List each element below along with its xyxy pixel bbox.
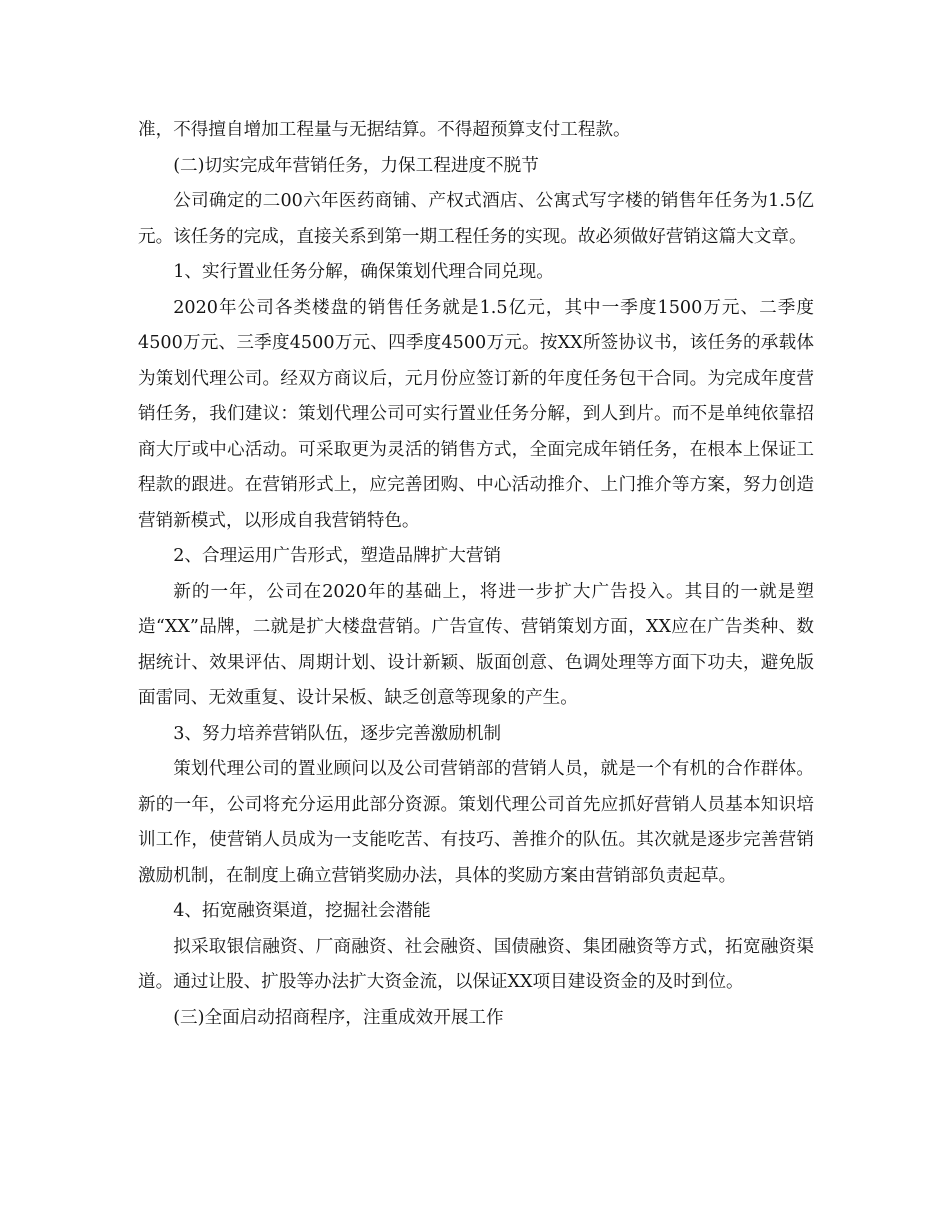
document-body xyxy=(138,113,814,1036)
body-paragraph: 公司确定的二00六年医药商铺、产权式酒店、公寓式写字楼的销售年任务为1.5亿元。该任务的完成，直接关系到第一期工程任务的实现。故必须做好营销这篇大文章。 xyxy=(138,191,814,247)
body-paragraph: 2020年公司各类楼盘的销售任务就是1.5亿元，其中一季度1500万元、二季度4500万元、三季度4500万元、四季度4500万元。按XX所签协议书，该任务的承载体为策划代理公司。经双方商议后，元月份应签订新的年度任务包干合同。为完成年度营销任务，我们建议：策划代理公司可实行置业任务分解，到人到片。而不是单纯依靠招商大厅或中心活动。可采取更为灵活的销售方式，全面完成年销任务，在根本上保证工程款的跟进。在营销形式上，应完善团购、中心活动推介、上门推介等方案，努力创造营销新模式，以形成自我营销特色。 xyxy=(138,297,814,531)
subsection-heading-3: 3、努力培养营销队伍，逐步完善激励机制 xyxy=(173,723,502,744)
section-heading-2: (二)切实完成年营销任务，力保工程进度不脱节 xyxy=(173,155,539,176)
paragraph-continuation: 准，不得擅自增加工程量与无据结算。不得超预算支付工程款。 xyxy=(138,120,631,140)
body-paragraph: 策划代理公司的置业顾问以及公司营销部的营销人员，就是一个有机的合作群体。新的一年，公司将充分运用此部分资源。策划代理公司首先应抓好营销人员基本知识培训工作，使营销人员成为一支能吃苦、有技巧、善推介的队伍。其次就是逐步完善营销激励机制，在制度上确立营销奖励办法，具体的奖励方案由营销部负责起草。 xyxy=(138,759,814,886)
body-paragraph: 新的一年，公司在2020年的基础上，将进一步扩大广告投入。其目的一就是塑造“XX”品牌，二就是扩大楼盘营销。广告宣传、营销策划方面，XX应在广告类种、数据统计、效果评估、周期计划、设计新颖、版面创意、色调处理等方面下功夫，避免版面雷同、无效重复、设计呆板、缺乏创意等现象的产生。 xyxy=(138,581,814,708)
body-paragraph: 拟采取银信融资、厂商融资、社会融资、国债融资、集团融资等方式，拓宽融资渠道。通过让股、扩股等办法扩大资金流，以保证XX项目建设资金的及时到位。 xyxy=(138,936,814,992)
section-heading-3: (三)全面启动招商程序，注重成效开展工作 xyxy=(173,1007,504,1028)
subsection-heading-2: 2、合理运用广告形式，塑造品牌扩大营销 xyxy=(173,546,502,566)
subsection-heading-4: 4、拓宽融资渠道，挖掘社会潜能 xyxy=(173,901,431,921)
subsection-heading-1: 1、实行置业任务分解，确保策划代理合同兑现。 xyxy=(173,262,554,282)
